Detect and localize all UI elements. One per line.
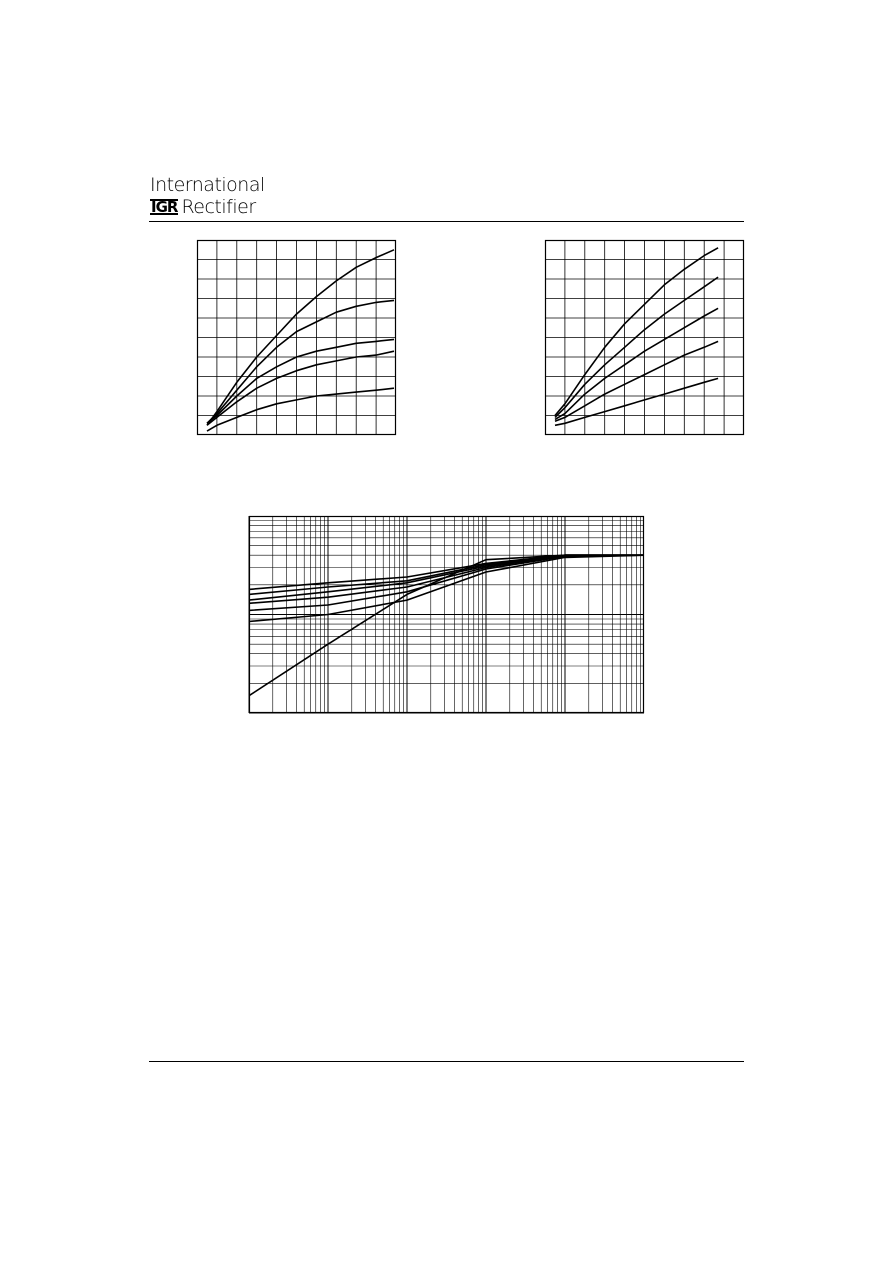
series-line-3	[207, 339, 394, 423]
series-line-4	[207, 351, 394, 425]
chart-bottom-log	[249, 516, 644, 713]
chart-top-left	[197, 240, 396, 435]
brand-mark: IGR	[151, 198, 178, 216]
brand-line1: International	[150, 174, 265, 196]
series-line-5	[249, 555, 644, 603]
series-line-5	[207, 388, 394, 431]
series-line-1	[249, 555, 644, 696]
header-rule	[149, 221, 744, 222]
brand-line2-row	[150, 197, 265, 217]
series-line-5	[555, 378, 718, 425]
brand-logo	[150, 175, 265, 217]
footer-rule	[149, 1061, 744, 1062]
chart-top-right	[545, 240, 744, 435]
brand-line2: Rectifier	[181, 196, 256, 218]
series-line-6	[249, 555, 644, 610]
series-line-2	[207, 300, 394, 423]
